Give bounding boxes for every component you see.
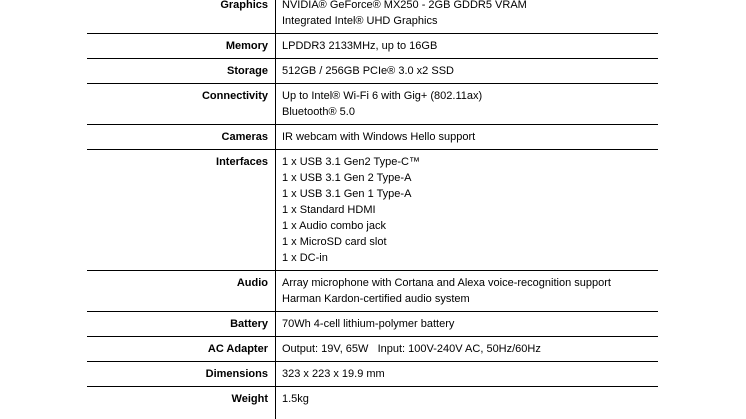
spec-value: [276, 0, 658, 33]
spec-label: Audio: [87, 271, 276, 311]
spec-value: [276, 150, 658, 270]
spec-label: Weight: [87, 387, 276, 419]
spec-value: [276, 59, 658, 83]
spec-line: 1 x DC-in: [282, 252, 328, 264]
spec-row-audio: [87, 271, 658, 312]
spec-line: LPDDR3 2133MHz, up to 16GB: [282, 40, 438, 52]
spec-line: NVIDIA® GeForce® MX250 - 2GB GDDR5 VRAM: [282, 0, 527, 11]
spec-value: [276, 387, 658, 419]
spec-row-battery: [87, 312, 658, 337]
spec-label: Cameras: [87, 125, 276, 149]
spec-row-weight: [87, 387, 658, 419]
spec-label: Interfaces: [87, 150, 276, 270]
spec-value: [276, 125, 658, 149]
spec-value: [276, 362, 658, 386]
spec-row-dimensions: [87, 362, 658, 387]
spec-row-memory: [87, 34, 658, 59]
spec-line: Harman Kardon-certified audio system: [282, 293, 470, 305]
spec-line: 1.5kg: [282, 393, 309, 405]
spec-row-interfaces: [87, 150, 658, 271]
spec-line: 1 x Audio combo jack: [282, 220, 386, 232]
spec-label: Memory: [87, 34, 276, 58]
spec-line: 1 x Standard HDMI: [282, 204, 376, 216]
spec-line: Integrated Intel® UHD Graphics: [282, 15, 438, 27]
spec-row-cameras: [87, 125, 658, 150]
spec-row-storage: [87, 59, 658, 84]
spec-row-connectivity: [87, 84, 658, 125]
spec-line: 1 x USB 3.1 Gen2 Type-C™: [282, 156, 420, 168]
spec-line: 1 x USB 3.1 Gen 1 Type-A: [282, 188, 412, 200]
spec-line: Array microphone with Cortana and Alexa voice-recognition support: [282, 277, 611, 289]
spec-line: 1 x MicroSD card slot: [282, 236, 387, 248]
spec-label: Graphics: [87, 0, 276, 33]
spec-label: Connectivity: [87, 84, 276, 124]
spec-line: 1 x USB 3.1 Gen 2 Type-A: [282, 172, 412, 184]
spec-line: 512GB / 256GB PCIe® 3.0 x2 SSD: [282, 65, 454, 77]
spec-line: 323 x 223 x 19.9 mm: [282, 368, 385, 380]
spec-value: [276, 84, 658, 124]
spec-row-graphics: [87, 0, 658, 34]
spec-table: [87, 0, 658, 419]
spec-line: 70Wh 4-cell lithium-polymer battery: [282, 318, 455, 330]
spec-label: Dimensions: [87, 362, 276, 386]
spec-line: Bluetooth® 5.0: [282, 106, 355, 118]
spec-value: [276, 312, 658, 336]
spec-value: [276, 337, 658, 361]
spec-row-ac-adapter: [87, 337, 658, 362]
spec-label: AC Adapter: [87, 337, 276, 361]
spec-line: Up to Intel® Wi-Fi 6 with Gig+ (802.11ax): [282, 90, 483, 102]
spec-value: [276, 34, 658, 58]
spec-label: Battery: [87, 312, 276, 336]
spec-value: [276, 271, 658, 311]
spec-line: Output: 19V, 65W Input: 100V-240V AC, 50Hz/60Hz: [282, 343, 541, 355]
spec-label: Storage: [87, 59, 276, 83]
spec-line: IR webcam with Windows Hello support: [282, 131, 476, 143]
